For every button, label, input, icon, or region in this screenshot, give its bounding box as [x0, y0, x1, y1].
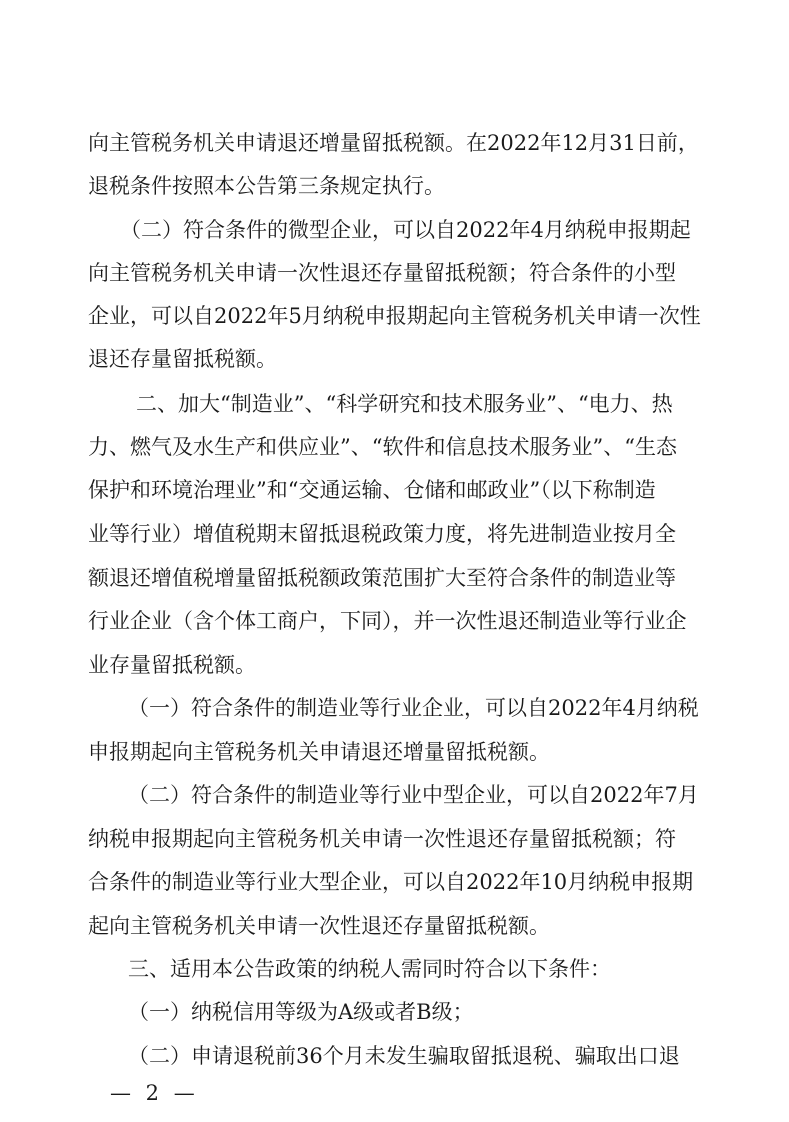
- line-text: 业等行业）增值税期末留抵退税政策力度，将先进制造业按月全: [88, 522, 676, 546]
- line-text: 力、燃气及水生产和供应业”、“软件和信息技术服务业”、“生态: [88, 435, 677, 459]
- line-text: （二）符合条件的微型企业，可以自2022年4月纳税申报期起: [120, 218, 691, 242]
- line-text: （一）符合条件的制造业等行业企业，可以自2022年4月纳税: [128, 696, 699, 720]
- line-text: 向主管税务机关申请退还增量留抵税额。在2022年12月31日前，: [88, 131, 699, 155]
- line-text: 退还存量留抵税额。: [88, 347, 277, 371]
- line-text: 三、适用本公告政策的纳税人需同时符合以下条件：: [128, 957, 611, 981]
- line-text: 起向主管税务机关申请一次性退还存量留抵税额。: [88, 914, 550, 938]
- line-text: 额退还增值税增量留抵税额政策范围扩大至符合条件的制造业等: [88, 566, 676, 590]
- line-text: （一）纳税信用等级为A级或者B级；: [128, 1000, 474, 1024]
- line-text: （二）符合条件的制造业等行业中型企业，可以自2022年7月: [128, 783, 699, 807]
- page-number: — 2 —: [110, 1081, 199, 1105]
- line-text: 向主管税务机关申请一次性退还存量留抵税额；符合条件的小型: [88, 261, 676, 285]
- line-text: 纳税申报期起向主管税务机关申请一次性退还存量留抵税额；符: [88, 827, 676, 851]
- line-text: 行业企业（含个体工商户，下同），并一次性退还制造业等行业企: [88, 609, 687, 633]
- line-text: 申报期起向主管税务机关申请退还增量留抵税额。: [88, 740, 550, 764]
- line-text: （二）申请退税前36个月未发生骗取留抵退税、骗取出口退: [128, 1044, 680, 1068]
- line-text: 合条件的制造业等行业大型企业，可以自2022年10月纳税申报期: [88, 870, 694, 894]
- line-text: 退税条件按照本公告第三条规定执行。: [88, 174, 445, 198]
- line-text: 业存量留抵税额。: [88, 653, 256, 677]
- line-text: 保护和环境治理业”和“交通运输、仓储和邮政业”（以下称制造: [88, 478, 656, 502]
- line-text: 二、加大“制造业”、“科学研究和技术服务业”、“电力、热: [136, 392, 673, 416]
- line-text: 企业，可以自2022年5月纳税申报期起向主管税务机关申请一次性: [88, 304, 701, 328]
